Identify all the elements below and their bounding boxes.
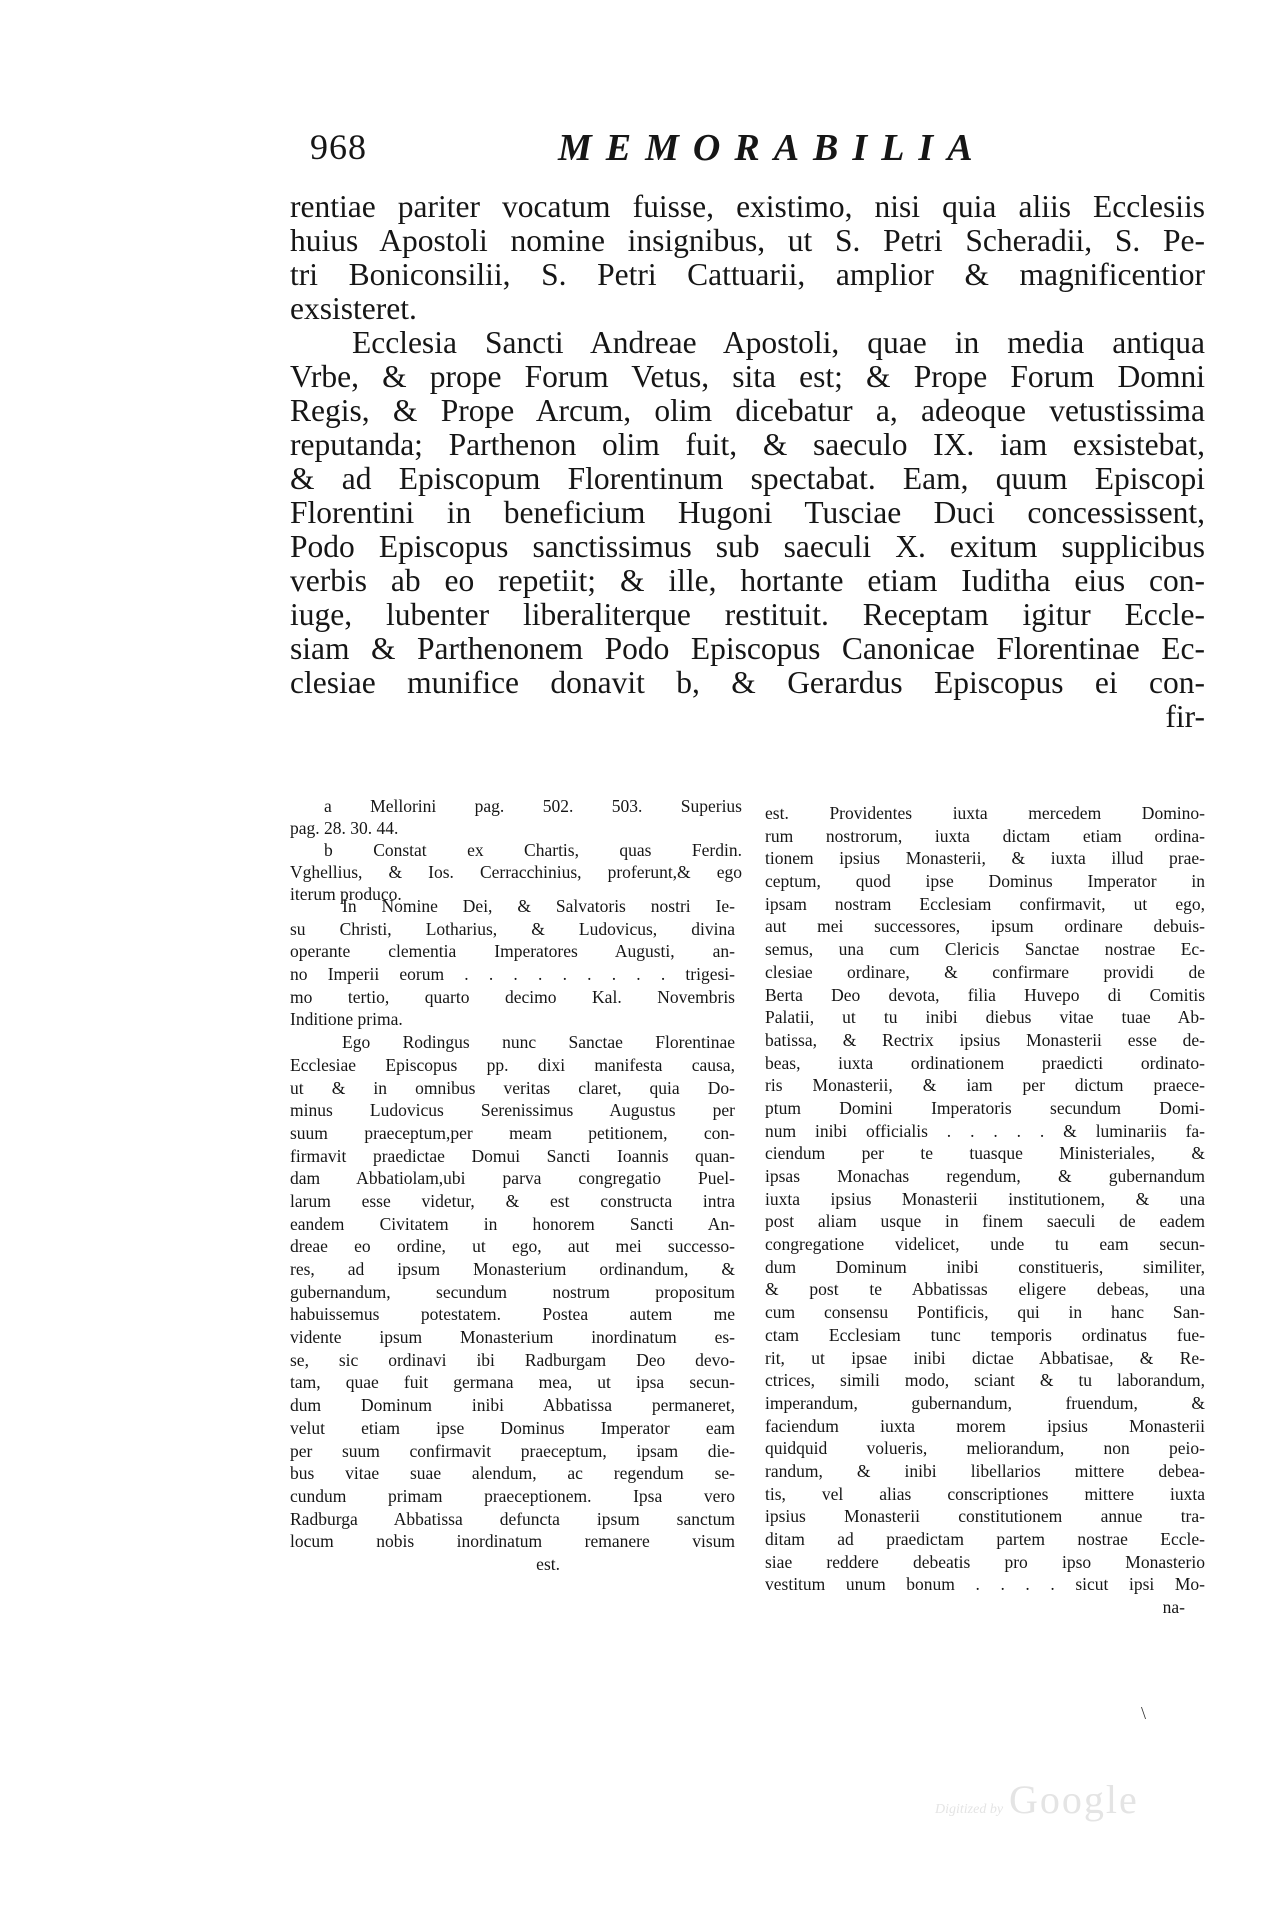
charter-line: dum Dominum inibi constitueris, similiter, xyxy=(765,1256,1205,1277)
charter-line: dreae eo ordine, ut ego, aut mei successo- xyxy=(290,1236,735,1257)
charter-line: tam, quae fuit germana mea, ut ipsa secun- xyxy=(290,1372,735,1393)
charter-line: cundum primam praeceptionem. Ipsa vero xyxy=(290,1485,735,1506)
charter-line: dum Dominum inibi Abbatissa permaneret, xyxy=(290,1395,735,1416)
footnote-line: pag. 28. 30. 44. xyxy=(290,818,399,838)
charter-line: ditam ad praedictam partem nostrae Eccle- xyxy=(765,1529,1205,1549)
charter-line: ris Monasterii, & iam per dictum praece- xyxy=(765,1075,1205,1096)
charter-line: se, sic ordinavi ibi Radburgam Deo devo- xyxy=(290,1349,735,1370)
charter-line: gubernandum, secundum nostrum propositum xyxy=(290,1281,735,1302)
main-text-line: Florentini in beneficium Hugoni Tusciae Duci concessissent, xyxy=(290,495,1205,530)
charter-line: clesiae ordinare, & confirmare providi de xyxy=(765,961,1205,982)
charter-line: post aliam usque in finem saeculi de eadem xyxy=(765,1211,1205,1232)
charter-line: Berta Deo devota, filia Huvepo di Comitis xyxy=(765,984,1205,1005)
charter-line: semus, una cum Clericis Sanctae nostrae Ec- xyxy=(765,939,1205,960)
charter-line: In Nomine Dei, & Salvatoris nostri Ie- xyxy=(342,896,735,916)
charter-line: vidente ipsum Monasterium inordinatum es- xyxy=(290,1327,735,1348)
charter-line: tis, vel alias conscriptiones mittere iuxta xyxy=(765,1483,1205,1504)
charter-line: ceptum, quod ipse Dominus Imperator in xyxy=(765,871,1205,892)
charter-line: Radburga Abbatissa defuncta ipsum sanctum xyxy=(290,1508,735,1529)
charter-line: batissa, & Rectrix ipsius Monasterii esse de- xyxy=(765,1029,1205,1050)
watermark-brand: Google xyxy=(1009,1777,1139,1822)
main-text-block xyxy=(290,190,1205,734)
charter-line: ctrices, simili modo, sciant & tu laborandum, xyxy=(765,1370,1205,1391)
stray-mark: \ xyxy=(1141,1703,1147,1723)
charter-line: Palatii, ut tu inibi diebus vitae tuae Ab- xyxy=(765,1007,1205,1028)
charter-line: quidquid volueris, meliorandum, non peio- xyxy=(765,1438,1205,1459)
charter-line: est. Providentes iuxta mercedem Domino- xyxy=(765,803,1205,823)
footnote-line: a Mellorini pag. 502. 503. Superius xyxy=(324,796,742,816)
charter-line: locum nobis inordinatum remanere visum xyxy=(290,1531,735,1552)
charter-line: ut & in omnibus veritas claret, quia Do- xyxy=(290,1077,735,1098)
charter-line: rit, ut ipsae inibi dictae Abbatisae, & Re- xyxy=(765,1347,1205,1368)
main-text-line: exsisteret. xyxy=(290,291,417,326)
charter-left-column xyxy=(290,895,735,1576)
charter-line: faciendum iuxta morem ipsius Monasterii xyxy=(765,1415,1205,1436)
digitized-watermark xyxy=(935,1776,1139,1823)
charter-line: no Imperii eorum . . . . . . . . . trigesi- xyxy=(290,964,735,985)
charter-line: ptum Domini Imperatoris secundum Domi- xyxy=(765,1097,1205,1118)
charter-line: ipsas Monachas regendum, & gubernandum xyxy=(765,1166,1205,1186)
main-text-line: tri Boniconsilii, S. Petri Cattuarii, amplior & magnificentior xyxy=(290,257,1205,292)
charter-line: habuissemus potestatem. Postea autem me xyxy=(290,1304,735,1325)
running-title: MEMORABILIA xyxy=(558,127,987,169)
charter-line: minus Ludovicus Serenissimus Augustus per xyxy=(290,1100,735,1121)
main-text-line: Regis, & Prope Arcum, olim dicebatur a, adeoque vetustissima xyxy=(290,393,1205,428)
charter-line: operante clementia Imperatores Augusti, an- xyxy=(290,941,735,962)
charter-line: rum nostrorum, iuxta dictam etiam ordina- xyxy=(765,825,1205,846)
charter-line: ctam Ecclesiam tunc temporis ordinatus fue- xyxy=(765,1324,1205,1345)
charter-line: iuxta ipsius Monasterii institutionem, & una xyxy=(765,1188,1205,1209)
charter-line: tionem ipsius Monasterii, & iuxta illud prae- xyxy=(765,848,1205,869)
charter-line: su Christi, Lotharius, & Ludovicus, divina xyxy=(290,918,735,939)
charter-line: cum consensu Pontificis, qui in hanc San- xyxy=(765,1302,1205,1323)
charter-line: Ecclesiae Episcopus pp. dixi manifesta causa, xyxy=(290,1054,735,1075)
charter-line: congregatione videlicet, unde tu eam secun- xyxy=(765,1234,1205,1255)
main-text-line: clesiae munifice donavit b, & Gerardus Episcopus ei con- xyxy=(290,665,1205,700)
charter-line: res, ad ipsum Monasterium ordinandum, & xyxy=(290,1259,735,1279)
main-text-line: & ad Episcopum Florentinum spectabat. Eam, quum Episcopi xyxy=(290,461,1205,496)
main-text-line: rentiae pariter vocatum fuisse, existimo, nisi quia aliis Ecclesiis xyxy=(290,189,1205,224)
charter-line: ipsam nostram Ecclesiam confirmavit, ut ego, xyxy=(765,893,1205,914)
charter-line: ciendum per te tuasque Ministeriales, & xyxy=(765,1143,1205,1164)
charter-right-column xyxy=(765,802,1205,1619)
charter-line: aut mei successores, ipsum ordinare debuis- xyxy=(765,916,1205,937)
charter-line: beas, iuxta ordinationem praedicti ordinato- xyxy=(765,1052,1205,1073)
main-text-line: reputanda; Parthenon olim fuit, & saeculo IX. iam exsistebat, xyxy=(290,427,1205,462)
watermark-prefix: Digitized by xyxy=(935,1802,1004,1817)
footnote-line: iterum produco. xyxy=(290,884,402,904)
main-text-line: Vrbe, & prope Forum Vetus, sita est; & Prope Forum Domni xyxy=(290,359,1205,394)
charter-line: eandem Civitatem in honorem Sancti An- xyxy=(290,1213,735,1234)
charter-line: larum esse videtur, & est constructa intra xyxy=(290,1190,735,1211)
charter-line: Inditione prima. xyxy=(290,1009,403,1030)
charter-line: mo tertio, quarto decimo Kal. Novembris xyxy=(290,986,735,1007)
charter-line: vestitum unum bonum . . . . sicut ipsi Mo- xyxy=(765,1574,1205,1595)
charter-line: num inibi officialis . . . . . & luminariis fa- xyxy=(765,1120,1205,1141)
footnote-line: b Constat ex Chartis, quas Ferdin. xyxy=(324,840,742,860)
charter-line: bus vitae suae alendum, ac regendum se- xyxy=(290,1463,735,1484)
catchword: fir- xyxy=(1165,699,1205,734)
charter-line: dam Abbatiolam,ubi parva congregatio Puel- xyxy=(290,1168,735,1189)
charter-line: Ego Rodingus nunc Sanctae Florentinae xyxy=(342,1032,735,1053)
page-number: 968 xyxy=(310,127,367,167)
main-text-line: Ecclesia Sancti Andreae Apostoli, quae in media antiqua xyxy=(352,325,1205,360)
charter-line: siae reddere debeatis pro ipso Monasterio xyxy=(765,1551,1205,1572)
charter-line: & post te Abbatissas eligere debeas, una xyxy=(765,1279,1205,1300)
main-text-line: huius Apostoli nomine insignibus, ut S. Petri Scheradii, S. Pe- xyxy=(290,223,1205,258)
footnotes xyxy=(290,795,742,905)
main-text-line: verbis ab eo repetiit; & ille, hortante etiam Iuditha eius con- xyxy=(290,563,1205,598)
charter-line: est. xyxy=(536,1553,560,1574)
charter-line: firmavit praedictae Domui Sancti Ioannis quan- xyxy=(290,1145,735,1166)
charter-line: imperandum, gubernandum, fruendum, & xyxy=(765,1392,1205,1413)
catchword: na- xyxy=(1162,1597,1185,1618)
charter-line: randum, & inibi libellarios mittere debea- xyxy=(765,1460,1205,1481)
charter-line: per suum confirmavit praeceptum, ipsam die- xyxy=(290,1440,735,1461)
charter-line: ipsius Monasterii constitutionem annue tra- xyxy=(765,1506,1205,1527)
main-text-line: Podo Episcopus sanctissimus sub saeculi X. exitum supplicibus xyxy=(290,529,1205,564)
main-text-line: iuge, lubenter liberaliterque restituit. Receptam igitur Eccle- xyxy=(290,597,1205,632)
main-text-line: siam & Parthenonem Podo Episcopus Canonicae Florentinae Ec- xyxy=(290,631,1205,666)
charter-line: suum praeceptum,per meam petitionem, con- xyxy=(290,1122,735,1143)
running-head xyxy=(310,126,987,172)
footnote-line: Vghellius, & Ios. Cerracchinius, proferunt,& ego xyxy=(290,862,742,882)
charter-line: velut etiam ipse Dominus Imperator eam xyxy=(290,1417,735,1438)
